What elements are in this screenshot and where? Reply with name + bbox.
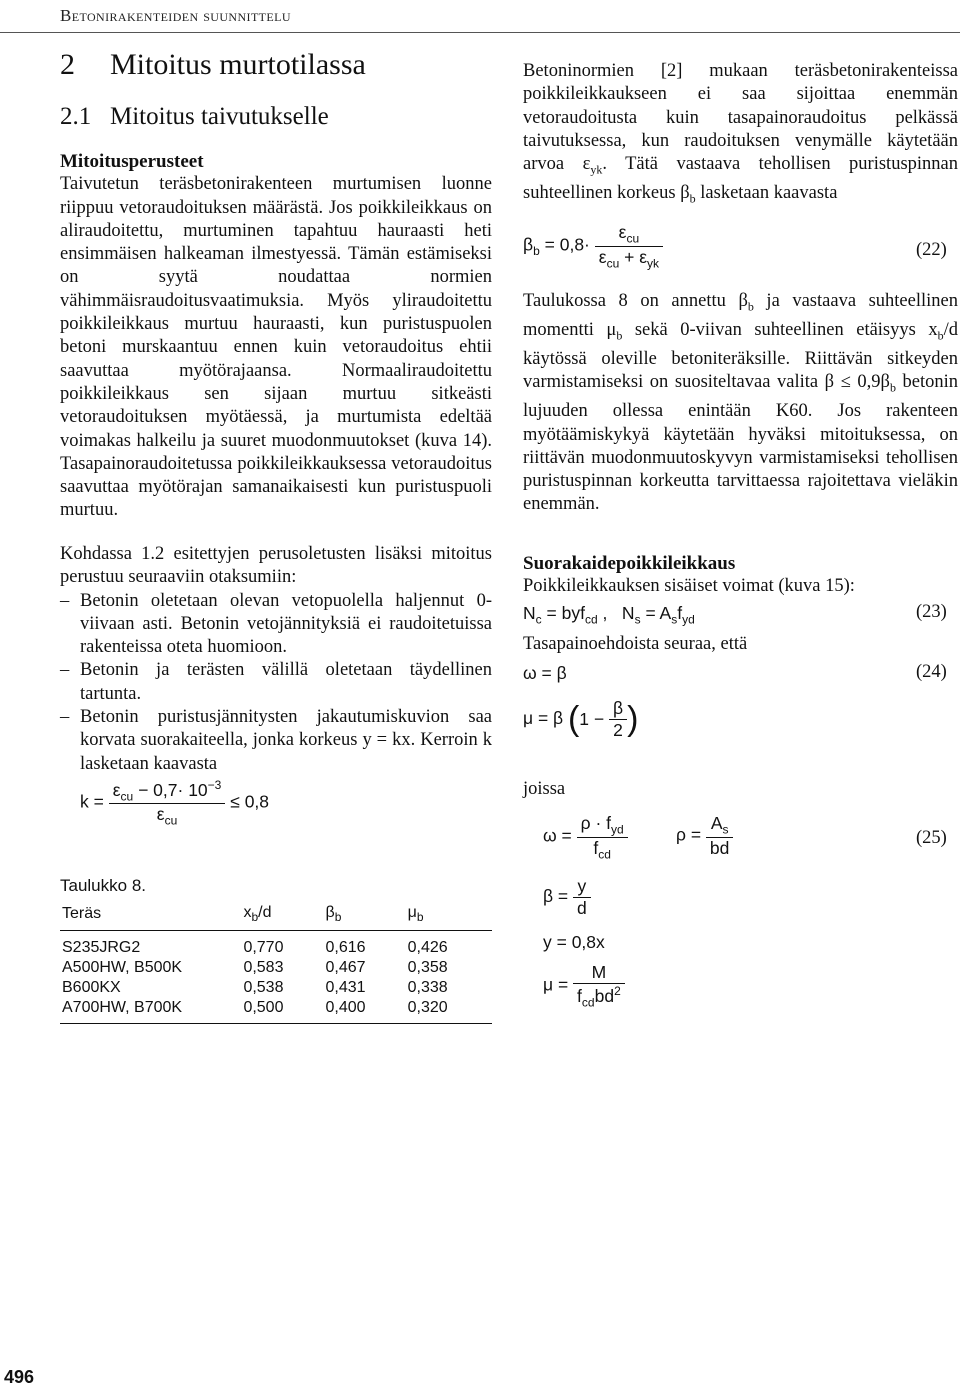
table-cell: A500HW, B500K — [62, 959, 183, 977]
equation-23: $N_c = byf_{cd}$ , $N_s = A_sf_{yd}$ — [523, 603, 695, 627]
k-den-epsilon: ε — [156, 804, 165, 825]
subheading-suorakaide: Suorakaidepoikkileikkaus — [523, 553, 736, 574]
joissa-label: joissa — [523, 779, 566, 799]
mu-equation: μ = β (1 − $\frac{\beta}{2}$ ) — [523, 698, 639, 740]
right-paragraph-1: Betoninormien [2] mukaan teräsbetonirakenteissa poikkileikkaukseen ei saa sijoittaa enemmän vetoraudoitusta kuin tasapainoraudoitus pelkässä taivutuksessa, kun raudoituksen venymälle käytetään arvoa $\varepsilon_{yk}$. Tätä vastaava tehollisen puristuspinnan suhteellinen korkeus $\beta_b$ lasketaan kaavasta — [523, 61, 958, 206]
equation-number-24: (24) — [916, 662, 947, 682]
section-heading — [60, 48, 366, 82]
table-cell: 0,426 — [407, 939, 448, 957]
assumption-list — [60, 590, 492, 776]
mu2-equation: μ = $\frac{M}{f_{cd}bd^2}$ — [543, 962, 625, 1009]
k-formula-lhs: k = — [80, 791, 104, 812]
col-header-steel: Teräs — [60, 902, 241, 931]
table-cell: A700HW, B700K — [60, 998, 241, 1024]
page-number: 496 — [4, 1367, 35, 1387]
k-den-sub: cu — [164, 813, 178, 828]
para1-text: Betoninormien [2] mukaan teräsbetonirakenteissa poikkileikkaukseen ei saa sijoittaa enemmän vetoraudoitusta kuin tasapainoraudoitus pelkässä taivutuksessa, kun raudoituksen venymälle käytetään arvoa ε — [523, 61, 958, 175]
k-num-epsilon: ε — [112, 779, 121, 800]
paragraph-equilibrium: Tasapainoehdoista seuraa, että — [523, 634, 748, 654]
k-formula-fraction — [109, 778, 226, 828]
col-header-xb: $x_b/d$ — [241, 902, 323, 931]
steel-table — [60, 902, 492, 1024]
equation-number-22: (22) — [916, 240, 947, 260]
table-cell: 0,320 — [406, 998, 492, 1024]
table-row — [60, 931, 492, 959]
list-item: – Betonin ja terästen välillä oletetaan täydellinen tartunta. — [60, 659, 492, 706]
k-formula — [80, 778, 269, 828]
col-header-mu: $\mu_b$ — [406, 902, 492, 931]
subsection-title: Mitoitus taivutukselle — [110, 103, 329, 130]
table-cell: 0,338 — [407, 979, 448, 997]
subheading-mitoitusperusteet: Mitoitusperusteet — [60, 151, 204, 172]
section-title: Mitoitus murtotilassa — [110, 48, 366, 81]
paragraph-failure-modes: Taivutetun teräsbetonirakenteen murtumisen luonne riippuu vetoraudoituksen määrästä. Jos poikkileikkaus on aliraudoitettu, murtuminen tapahtuu hauraasti heti ensimmäisen halkeaman ilmestyessä. Tämän estämiseksi on syytä noudattaa normien vähimmäisraudoitusvaatimuksia. Myös yliraudoitettu poikkileikkaus murtuu hauraasti, kun puristuspuolen betoni murskaantuu ennen kuin vetoraudoitus ehtii saavuttaa myötörajaansa. Normaaliraudoitettu poikkileikkaus sen sijaan murtuu sitkeästi vetoraudoituksen myötäessä, ja murtumista edeltää voimakas halkeilu ja suuret muodonmuutokset (kuva 14). Tasapainoraudoitetussa poikkileikkauksessa vetoraudoitus saavuttaa myötörajan samanaikaisesti kun puristuspuoli murtuu. — [60, 174, 492, 521]
equation-22: $\beta_b = 0,8\cdot$ $\frac{\varepsilon_{cu}}{\varepsilon_{cu} + \varepsilon_{yk}}$ — [523, 222, 663, 270]
header-rule — [0, 32, 960, 33]
table-cell: 0,400 — [324, 998, 406, 1024]
table-row — [60, 958, 492, 978]
k-num-exp: −3 — [207, 778, 222, 792]
assumptions-block — [60, 543, 492, 776]
y-equation: y = 0,8x — [543, 932, 605, 952]
table-cell: S235JRG2 — [62, 939, 141, 957]
equation-number-25: (25) — [916, 828, 947, 848]
table-caption: Taulukko 8. — [60, 876, 146, 895]
table-row — [60, 978, 492, 998]
k-num-rest: − 0,7· 10 — [138, 779, 208, 800]
rho-equation: ρ = $\frac{A_s}{bd}$ — [676, 813, 733, 859]
table-header-row — [60, 902, 492, 931]
table-cell: 0,616 — [325, 939, 366, 957]
section-number: 2 — [60, 48, 75, 81]
table-cell: 0,583 — [243, 959, 284, 977]
eq22-fraction: $\frac{\varepsilon_{cu}}{\varepsilon_{cu} + \varepsilon_{yk}}$ — [595, 222, 663, 270]
table-cell: 0,538 — [243, 979, 284, 997]
right-section-suorakaide — [523, 552, 958, 599]
col-header-beta: $\beta_b$ — [324, 902, 406, 931]
running-header-text: Betonirakenteiden suunnittelu — [60, 6, 291, 25]
list-item: – Betonin puristusjännitysten jakautumiskuvion saa korvata suorakaiteella, jonka korkeus y = kx. Kerroin k lasketaan kaavasta — [60, 706, 492, 776]
list-item: – Betonin oletetaan olevan vetopuolella haljennut 0-viivaan asti. Betonin vetojännityksiä ei raudoitetuissa rakenteissa oteta huomioon. — [60, 590, 492, 660]
paragraph-assumptions: Kohdassa 1.2 esitettyjen perusoletusten lisäksi mitoitus perustuu seuraaviin otaksumiin: — [60, 544, 492, 588]
table-cell: 0,467 — [325, 959, 366, 977]
omega-equation: ω = $\frac{\rho \cdot f_{yd}}{f_{cd}}$ — [543, 813, 628, 861]
running-header — [60, 6, 291, 26]
table-cell: 0,770 — [243, 939, 284, 957]
table-cell: 0,358 — [407, 959, 448, 977]
subsection-number: 2.1 — [60, 103, 92, 130]
subsection-heading — [60, 103, 329, 131]
table-cell: B600KX — [62, 979, 121, 997]
equation-number-23: (23) — [916, 602, 947, 622]
right-paragraph-2: Taulukossa 8 on annettu $\beta_b$ ja vastaava suhteellinen momentti $\mu_b$ sekä 0-viivan suhteellinen etäisyys $x_b/d$ käytössä oleville betoniteräksille. Riittävän sitkeyden varmistamiseksi on suositeltavaa valita $\beta \le 0,9\beta_b$ betonin lujuuden ollessa enintään K60. Jos rakenteen myötäämiskykyä käytetään hyväksi mitoituksessa, on riittävän muodonmuutoskyvyn varmistamiseksi tehollisen puristuspinnan korkeutta tarvittaessa rajoitettava vieläkin enemmän. — [523, 291, 959, 515]
table-cell: 0,431 — [325, 979, 366, 997]
k-formula-rhs: ≤ 0,8 — [230, 791, 270, 812]
left-column-text — [60, 150, 492, 523]
table-row — [60, 998, 492, 1024]
table-cell: 0,500 — [241, 998, 323, 1024]
k-num-sub: cu — [120, 789, 134, 804]
beta-equation: β = $\frac{y}{d}$ — [543, 876, 591, 919]
paragraph-internal-forces: Poikkileikkauksen sisäiset voimat (kuva 15): — [523, 576, 855, 597]
equation-24: ω = β — [523, 663, 567, 683]
